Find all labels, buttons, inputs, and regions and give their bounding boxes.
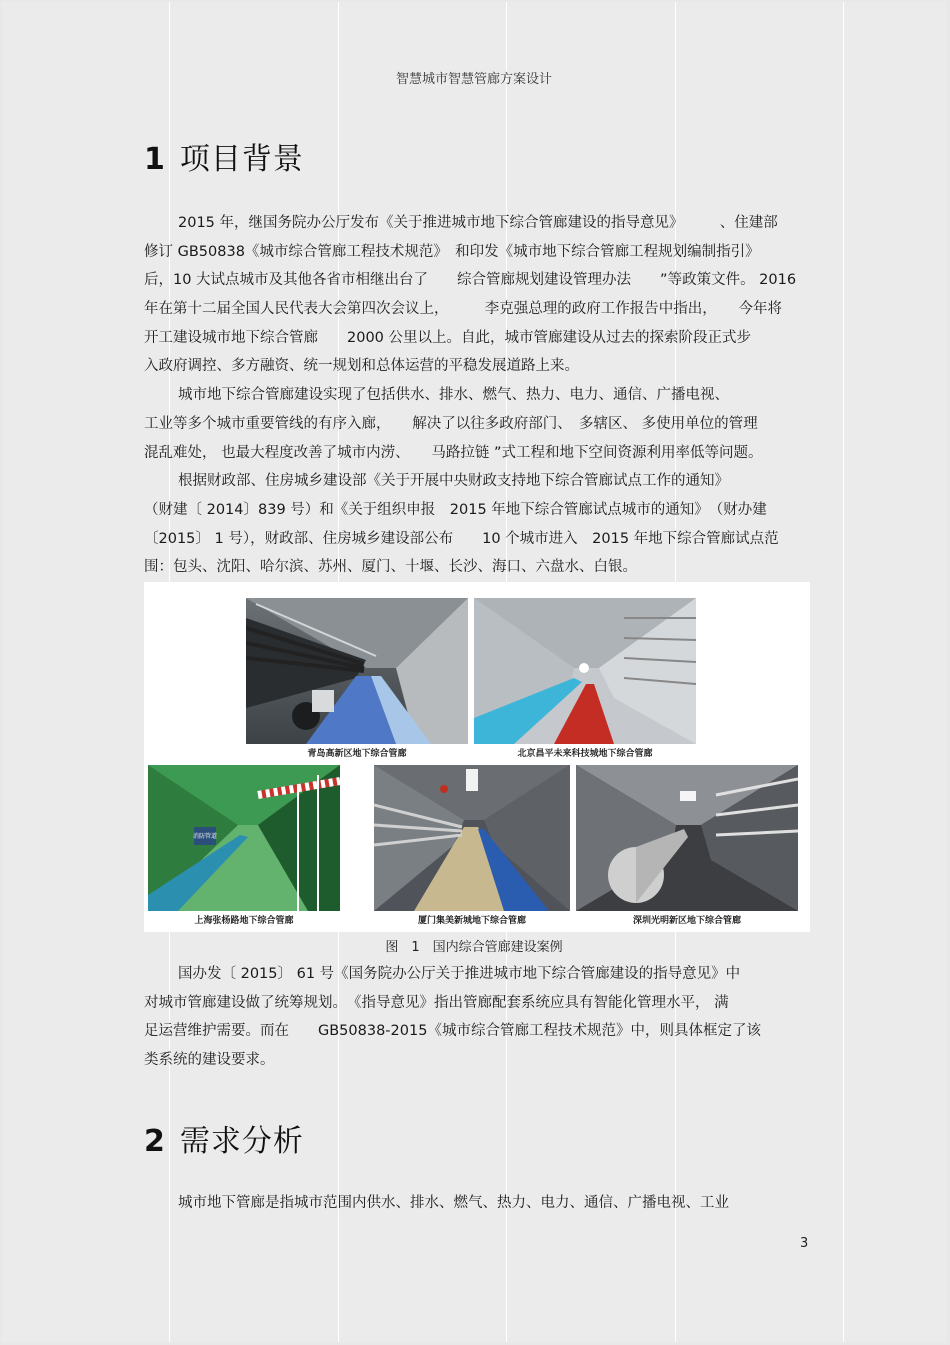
- section-1-body: [144, 209, 808, 582]
- text-line: 围：包头、沈阳、哈尔滨、苏州、厦门、十堰、长沙、海口、六盘水、白银。: [144, 559, 637, 576]
- photo-xiamen-tunnel: [374, 765, 570, 911]
- photo-caption: 厦门集美新城地下综合管廊: [417, 916, 526, 926]
- text-line: 后，10 大试点城市及其他各省市相继出台了 综合管廊规划建设管理办法 ”等政策文件。 2016: [144, 272, 797, 289]
- text-line: 〔2015〕 1 号），财政部、住房城乡建设部公布 10 个城市进入 2015 年地下综合管廊试点范: [144, 530, 779, 547]
- page-header: 智慧城市智慧管廊方案设计: [395, 72, 552, 87]
- section-1-number: 1: [144, 142, 166, 177]
- text-line: 工业等多个城市重要管线的有序入廊， 解决了以往多政府部门、 多辖区、 多使用单位的管理: [144, 415, 758, 432]
- tunnel-photo-collage: [144, 582, 810, 932]
- text-line: 年在第十二届全国人民代表大会第四次会议上， 李克强总理的政府工作报告中指出， 今年将: [144, 301, 782, 318]
- photo-qingdao-tunnel: [246, 598, 468, 744]
- photo-beijing-tunnel: [474, 598, 696, 744]
- text-line: 类系统的建设要求。: [144, 1052, 275, 1069]
- document-page: [2, 2, 946, 1342]
- text-line: 对城市管廊建设做了统筹规划。 《指导意见》指出管廊配套系统应具有智能化管理水平， 满: [144, 994, 729, 1011]
- photo-caption: 上海张杨路地下综合管廊: [194, 916, 294, 926]
- photo-shenzhen-tunnel: [576, 765, 798, 911]
- section-2-heading: [144, 1116, 304, 1160]
- text-line: 开工建设城市地下综合管廊 2000 公里以上。自此，城市管廊建设从过去的探索阶段正式步: [144, 329, 752, 346]
- photo-caption: 北京昌平未来科技城地下综合管廊: [517, 749, 653, 759]
- text-line: 国办发〔 2015〕 61 号《国务院办公厅关于推进城市地下综合管廊建设的指导意见》中: [178, 966, 741, 982]
- text-line: 足运营维护需要。而在 GB50838-2015《城市综合管廊工程技术规范》中，则具体框定了该: [144, 1023, 761, 1040]
- text-line: （财建〔 2014〕839 号）和《关于组织申报 2015 年地下综合管廊试点城市的通知》 （财办建: [144, 501, 767, 518]
- photo-caption: 深圳光明新区地下综合管廊: [632, 916, 741, 926]
- text-line: 入政府调控、多方融资、统一规划和总体运营的平稳发展道路上来。: [144, 358, 579, 375]
- section-2-number: 2: [144, 1124, 166, 1159]
- photo-caption: 青岛高新区地下综合管廊: [307, 749, 407, 759]
- section-1-title: 项目背景: [179, 142, 304, 177]
- pipe-sign: 消防管道: [192, 833, 218, 840]
- text-line: 城市地下管廊是指城市范围内供水、排水、燃气、热力、电力、通信、广播电视、工业: [178, 1195, 729, 1211]
- text-line: 2015 年，继国务院办公厅发布《关于推进城市地下综合管廊建设的指导意见》 、住建部: [178, 215, 778, 231]
- text-line: 城市地下综合管廊建设实现了包括供水、排水、燃气、热力、电力、通信、广播电视、: [178, 387, 729, 404]
- section-1-heading: [144, 134, 304, 178]
- section-2-body: [144, 1189, 808, 1218]
- text-line: 根据财政部、住房城乡建设部《关于开展中央财政支持地下综合管廊试点工作的通知》: [178, 473, 729, 490]
- text-line: 修订 GB50838《城市综合管廊工程技术规范》 和印发《城市地下综合管廊工程规划编制指引》: [144, 243, 760, 260]
- section-1-continued: [144, 960, 808, 1075]
- page-number: 3: [800, 1236, 809, 1251]
- section-2-title: 需求分析: [179, 1124, 304, 1159]
- text-line: 混乱难处， 也最大程度改善了城市内涝、 马路拉链 ”式工程和地下空间资源利用率低等问题。: [144, 444, 763, 461]
- photo-shanghai-tunnel: [148, 765, 340, 911]
- figure-caption: 图 1 国内综合管廊建设案例: [385, 940, 563, 955]
